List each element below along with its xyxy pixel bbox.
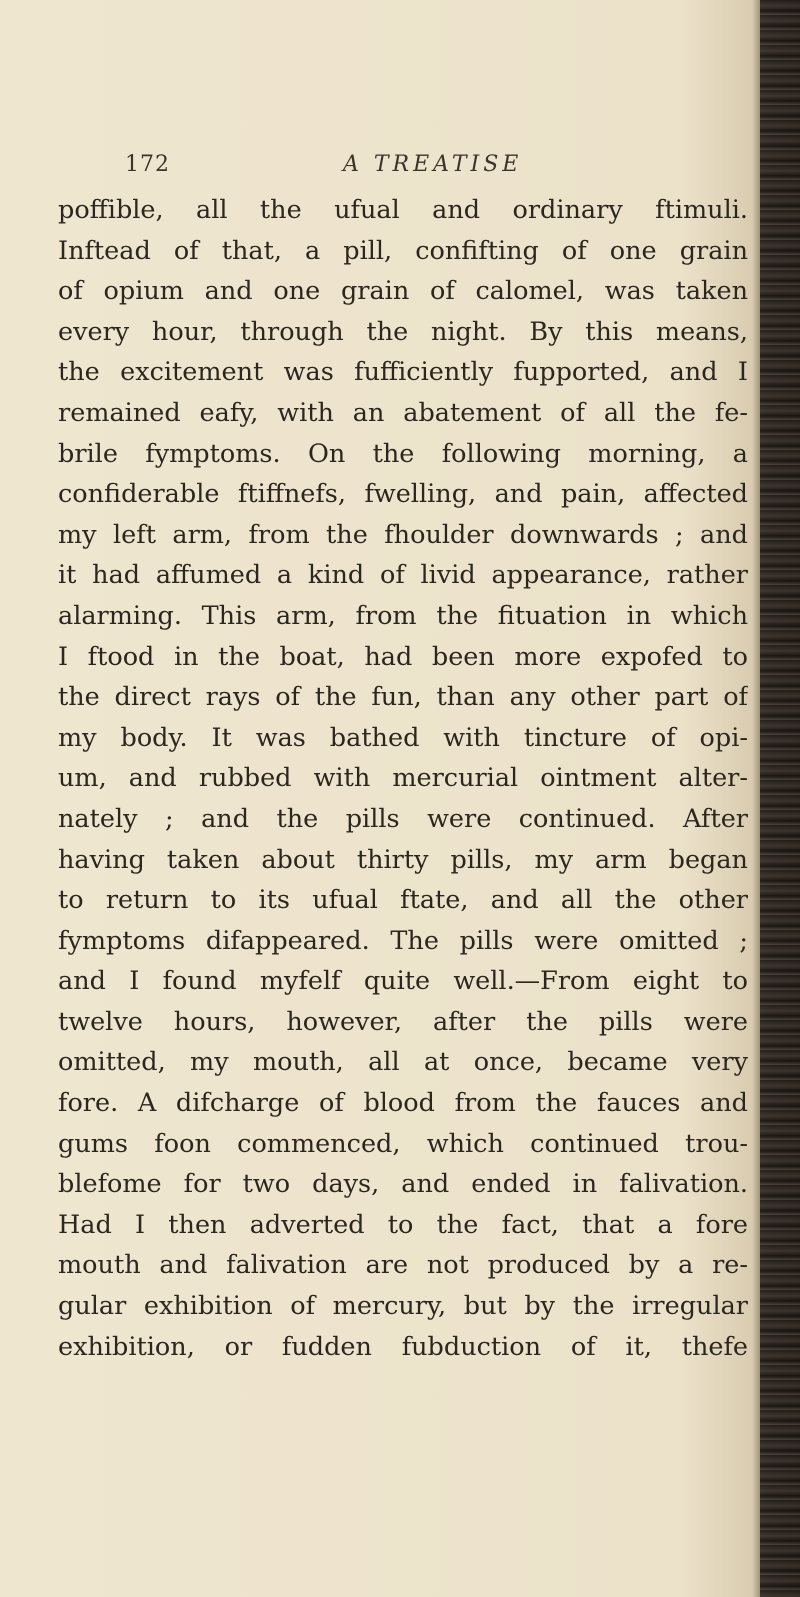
text-line: of opium and one grain of calomel, was taken xyxy=(58,276,748,307)
text-line: Had I then adverted to the fact, that a fore xyxy=(58,1209,748,1240)
text-line: twelve hours, however, after the pills were xyxy=(58,1006,748,1037)
text-line: my body. It was bathed with tincture of opi- xyxy=(58,722,748,753)
text-line: having taken about thirty pills, my arm began xyxy=(58,844,748,875)
text-line: poffible, all the ufual and ordinary ftimuli. xyxy=(58,195,748,225)
text-line: nately ; and the pills were continued. After xyxy=(58,803,748,834)
text-line: alarming. This arm, from the fituation in which xyxy=(58,600,748,631)
text-line: omitted, my mouth, all at once, became very xyxy=(58,1047,748,1078)
page-number: 172 xyxy=(125,152,170,177)
text-line: gular exhibition of mercury, but by the irregular xyxy=(58,1291,748,1322)
text-line: to return to its ufual ftate, and all the other xyxy=(58,885,748,916)
text-line: the excitement was fufficiently fupported, and I xyxy=(58,357,748,388)
text-line: exhibition, or fudden fubduction of it, thefe xyxy=(58,1331,748,1362)
text-line: um, and rubbed with mercurial ointment alter- xyxy=(58,763,748,794)
text-line: and I found myfelf quite well.—From eight to xyxy=(58,966,748,997)
text-line: confiderable ftiffnefs, fwelling, and pain, affected xyxy=(58,479,748,510)
text-line: brile fymptoms. On the following morning, a xyxy=(58,438,748,469)
text-line: every hour, through the night. By this means, xyxy=(58,316,748,347)
text-line: gums foon commenced, which continued trou- xyxy=(58,1128,748,1159)
text-line: the direct rays of the fun, than any other part of xyxy=(58,682,748,713)
text-line: my left arm, from the fhoulder downwards ; and xyxy=(58,519,748,550)
text-line: fore. A difcharge of blood from the fauces and xyxy=(58,1088,748,1119)
text-line: Inftead of that, a pill, confifting of one grain xyxy=(58,235,748,266)
text-line: remained eafy, with an abatement of all the fe- xyxy=(58,397,748,428)
running-head: A TREATISE xyxy=(343,152,523,177)
book-binding-edge xyxy=(760,0,800,1597)
page-header xyxy=(125,148,745,184)
body-text xyxy=(58,190,748,1367)
text-line: I ftood in the boat, had been more expofed to xyxy=(58,641,748,672)
text-line: fymptoms difappeared. The pills were omitted ; xyxy=(58,925,748,956)
text-line: blefome for two days, and ended in falivation. xyxy=(58,1169,748,1200)
text-line: it had affumed a kind of livid appearance, rather xyxy=(58,560,748,591)
text-line: mouth and falivation are not produced by a re- xyxy=(58,1250,748,1281)
